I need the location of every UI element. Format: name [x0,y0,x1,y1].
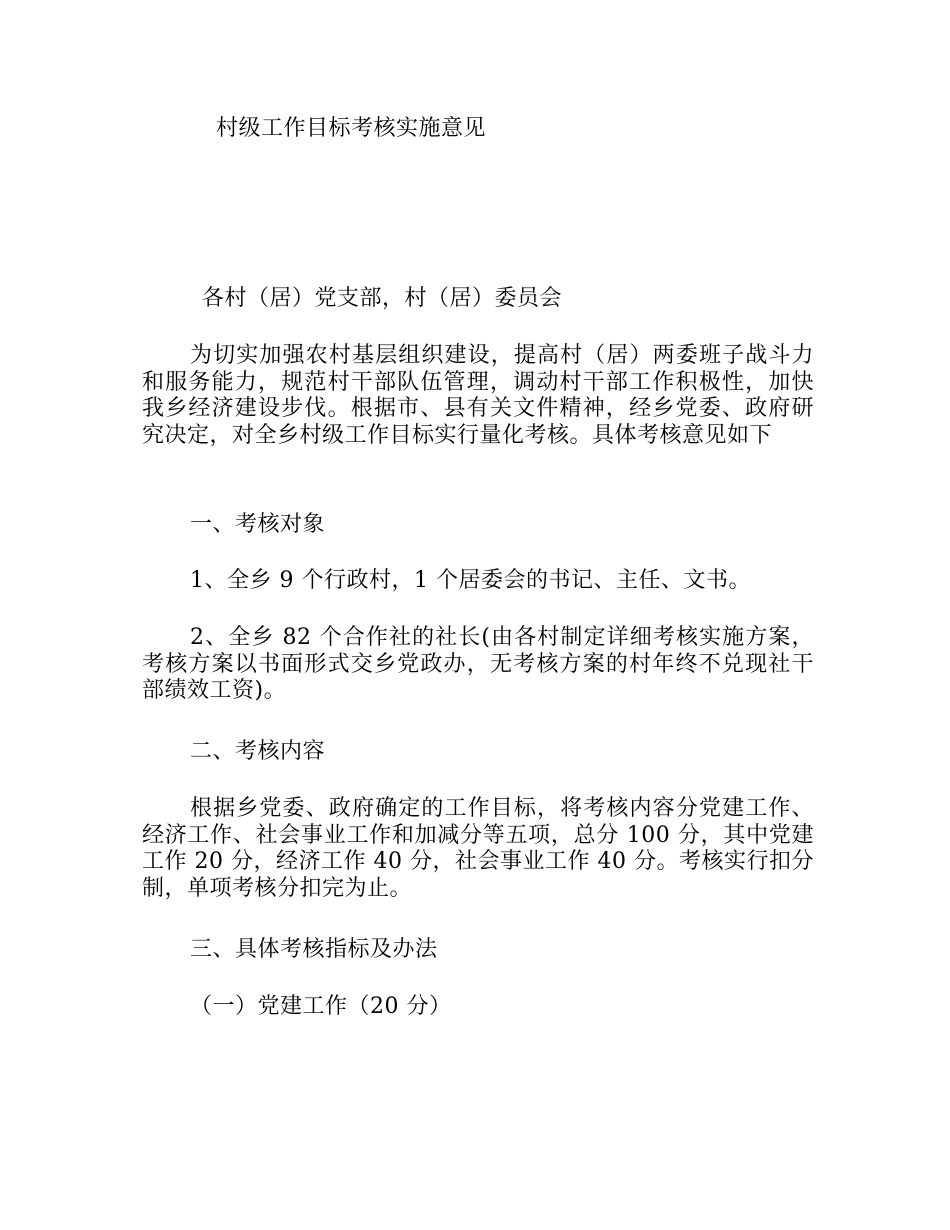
document-title: 村级工作目标考核实施意见 [216,116,487,141]
section-heading-2: 二、考核内容 [190,739,326,764]
intro-paragraph: 为切实加强农村基层组织建设，提高村（居）两委班子战斗力和服务能力，规范村干部队伍管理，调动村干部工作积极性，加快我乡经济建设步伐。根据市、县有关文件精神，经乡党委、政府研究决定，对全乡村级工作目标实行量化考核。具体考核意见如下 [142,343,814,448]
section-2-body: 根据乡党委、政府确定的工作目标，将考核内容分党建工作、经济工作、社会事业工作和加减分等五项，总分 100 分，其中党建工作 20 分，经济工作 40 分，社会事业工作 40 分。考核实行扣分制，单项考核分扣完为止。 [142,796,814,901]
section-heading-1: 一、考核对象 [190,512,326,537]
salutation: 各村（居）党支部，村（居）委员会 [202,286,563,311]
section-1-item-1: 1、全乡 9 个行政村，1 个居委会的书记、主任、文书。 [190,568,751,593]
subsection-heading-1: （一）党建工作（20 分） [190,994,452,1019]
section-1-item-2: 2、全乡 82 个合作社的社长(由各村制定详细考核实施方案，考核方案以书面形式交乡党政办，无考核方案的村年终不兑现社干部绩效工资)。 [142,625,814,703]
section-heading-3: 三、具体考核指标及办法 [190,937,438,962]
